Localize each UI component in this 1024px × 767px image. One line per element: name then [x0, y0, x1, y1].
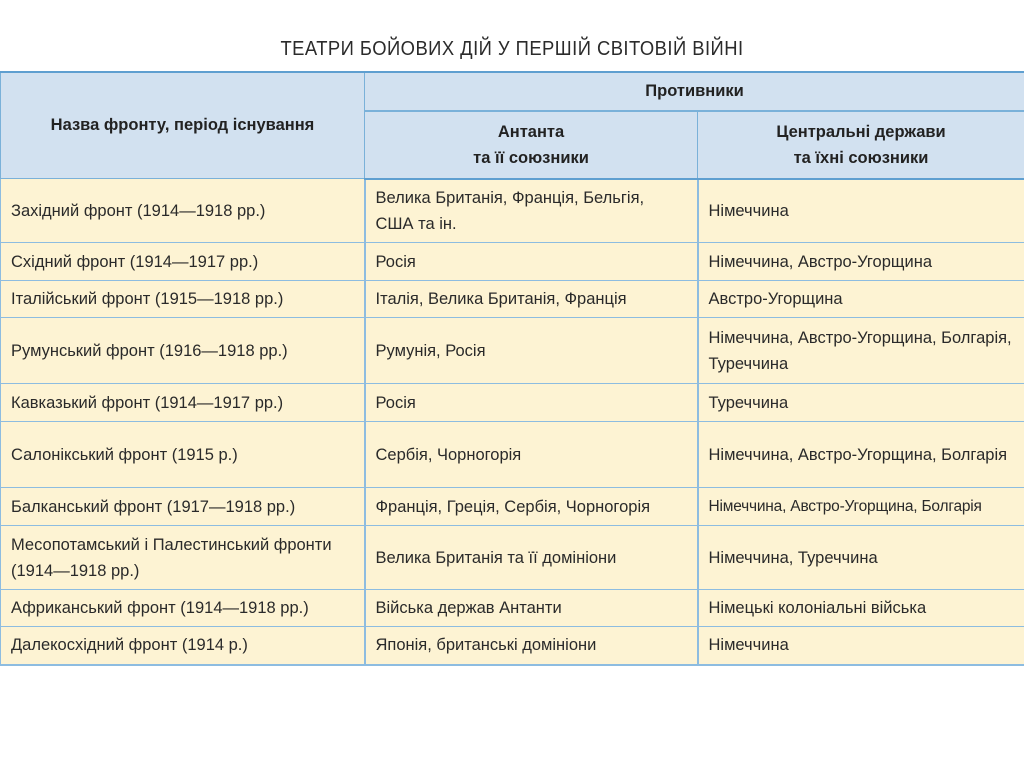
- header-opponents: Противники: [365, 72, 1024, 111]
- central-cell: Німеччина: [698, 179, 1024, 243]
- central-cell: Німеччина, Австро-Угорщина: [698, 243, 1024, 281]
- entente-cell: Сербія, Чорногорія: [365, 422, 698, 488]
- header-front-name: Назва фронту, період існування: [1, 72, 365, 179]
- central-cell: Німеччина: [698, 627, 1024, 665]
- entente-cell: Франція, Греція, Сербія, Чорногорія: [365, 488, 698, 526]
- table-row: [1, 422, 1024, 488]
- table-row: [1, 243, 1024, 281]
- central-cell: Німеччина, Туреччина: [698, 526, 1024, 590]
- header-central-line1: Центральні держави: [776, 122, 946, 141]
- front-cell: Месопотамський і Палестинський фронти (1914—1918 рр.): [1, 526, 365, 590]
- central-cell: Туреччина: [698, 384, 1024, 422]
- front-cell: Східний фронт (1914—1917 рр.): [1, 243, 365, 281]
- entente-cell: Велика Британія, Франція, Бельгія, США та ін.: [365, 179, 698, 243]
- central-cell: Німеччина, Австро-Угорщина, Болгарія, Туреччина: [698, 318, 1024, 384]
- table-row: [1, 318, 1024, 384]
- header-central: [698, 111, 1024, 179]
- entente-cell: Війська держав Антанти: [365, 590, 698, 627]
- front-cell: Італійський фронт (1915—1918 рр.): [1, 281, 365, 318]
- header-entente-line1: Антанта: [497, 122, 565, 141]
- entente-cell: Японія, британські домініони: [365, 627, 698, 665]
- central-cell: Німеччина, Австро-Угорщина, Болгарія: [698, 488, 1024, 526]
- header-central-line2: та їхні союзники: [793, 148, 929, 167]
- front-cell: Африканський фронт (1914—1918 рр.): [1, 590, 365, 627]
- front-cell: Далекосхідний фронт (1914 р.): [1, 627, 365, 665]
- table-row: [1, 179, 1024, 243]
- entente-cell: Росія: [365, 384, 698, 422]
- header-entente: [365, 111, 698, 179]
- front-cell: Кавказький фронт (1914—1917 рр.): [1, 384, 365, 422]
- table-row: [1, 590, 1024, 627]
- central-cell: Німецькі колоніальні війська: [698, 590, 1024, 627]
- table-row: [1, 384, 1024, 422]
- front-cell: Західний фронт (1914—1918 рр.): [1, 179, 365, 243]
- table-row: [1, 627, 1024, 665]
- entente-cell: Велика Британія та її домініони: [365, 526, 698, 590]
- central-cell: Австро-Угорщина: [698, 281, 1024, 318]
- table-row: [1, 526, 1024, 590]
- central-cell: Німеччина, Австро-Угорщина, Болгарія: [698, 422, 1024, 488]
- entente-cell: Італія, Велика Британія, Франція: [365, 281, 698, 318]
- fronts-table: [0, 71, 1024, 666]
- table-row: [1, 281, 1024, 318]
- entente-cell: Румунія, Росія: [365, 318, 698, 384]
- header-entente-line2: та її союзники: [473, 148, 589, 167]
- page-title: ТЕАТРИ БОЙОВИХ ДІЙ У ПЕРШІЙ СВІТОВІЙ ВІЙНІ: [280, 38, 744, 60]
- front-cell: Румунський фронт (1916—1918 рр.): [1, 318, 365, 384]
- front-cell: Балканський фронт (1917—1918 рр.): [1, 488, 365, 526]
- entente-cell: Росія: [365, 243, 698, 281]
- table-row: [1, 488, 1024, 526]
- front-cell: Салонікський фронт (1915 р.): [1, 422, 365, 488]
